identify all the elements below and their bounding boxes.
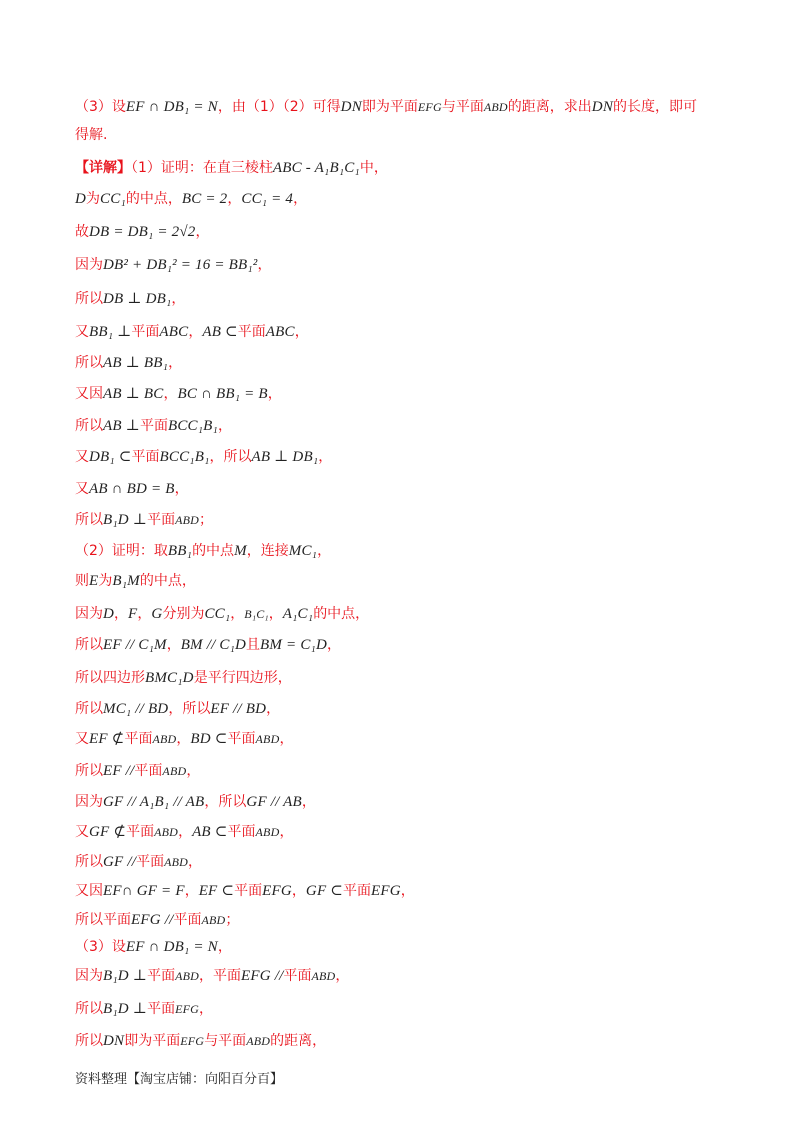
solution-text: 又因	[75, 386, 103, 402]
solution-text: ，	[195, 224, 210, 240]
solution-text: ，	[186, 763, 201, 779]
math-expression: EF∩ GF = F	[103, 883, 185, 899]
solution-line	[75, 509, 760, 531]
solution-text: 平面	[283, 968, 312, 984]
solution-line	[75, 446, 760, 468]
solution-text: ，	[199, 1001, 214, 1017]
math-expression: EF ∩ DB₁ = N	[125, 99, 218, 115]
solution-text: ，	[114, 606, 129, 622]
solution-text: 且	[246, 637, 261, 653]
math-expression: BCC₁B₁	[167, 418, 218, 434]
solution-text: 为	[86, 191, 101, 207]
math-expression: BCC₁B₁	[159, 449, 210, 465]
math-expression: B₁C₁	[244, 607, 269, 621]
math-expression: AB ⊥ DB₁	[251, 449, 319, 465]
math-expression: BC ∩ BB₁ = B	[177, 386, 268, 402]
math-expression: MC₁ // BD	[103, 701, 169, 717]
solution-text: 分别为	[162, 606, 205, 622]
math-expression: ABD	[311, 969, 336, 983]
solution-text: 平面	[124, 731, 153, 747]
math-expression: B₁D ⊥	[103, 512, 148, 528]
solution-text: 因为	[75, 257, 103, 273]
math-expression: EFG	[417, 100, 442, 114]
math-expression: EF ∩ DB₁ = N	[125, 939, 218, 955]
math-expression: ABD	[164, 855, 189, 869]
solution-text: 所以	[75, 854, 103, 870]
solution-text: ，所以	[168, 701, 211, 717]
solution-text: 得解.	[75, 127, 108, 143]
solution-text: ，	[137, 606, 152, 622]
math-expression: DN	[103, 1033, 125, 1049]
solution-line	[75, 851, 760, 873]
math-expression: ABD	[255, 732, 280, 746]
solution-text: 的长度，即可	[613, 99, 698, 115]
solution-text: （2）证明：取	[75, 543, 168, 559]
solution-text: 即为平面	[124, 1033, 181, 1049]
math-expression: BM // C₁D	[180, 637, 247, 653]
math-expression: EFG	[175, 1002, 200, 1016]
solution-text: ，	[257, 257, 272, 273]
solution-text: 平面	[134, 763, 163, 779]
solution-text: ，连接	[246, 543, 289, 559]
solution-text: 的中点，	[125, 191, 182, 207]
solution-text: 的中点	[192, 543, 235, 559]
solution-text: 的距离，	[270, 1033, 327, 1049]
solution-line	[75, 936, 760, 958]
solution-text: （3）设	[75, 939, 126, 955]
math-expression: M	[234, 543, 247, 559]
math-expression: GF // A₁B₁ // AB	[103, 794, 205, 810]
solution-line	[75, 1030, 760, 1052]
solution-text: 平面	[237, 324, 266, 340]
math-expression: AB ∩ BD = B	[89, 481, 175, 497]
solution-text: 又	[75, 324, 89, 340]
math-expression: BMC₁D	[145, 670, 194, 686]
solution-text: ，	[176, 731, 191, 747]
solution-text: 所以	[75, 1033, 103, 1049]
solution-text: 与平面	[441, 99, 484, 115]
math-expression: EFG	[371, 883, 401, 899]
solution-text: ，	[168, 355, 183, 371]
math-expression: CC₁ = 4	[241, 191, 294, 207]
solution-text: 平面	[227, 731, 256, 747]
solution-text: ，	[317, 543, 332, 559]
math-expression: ABC	[159, 324, 189, 340]
math-expression: ABD	[152, 732, 177, 746]
solution-line	[75, 760, 760, 782]
math-expression: EF // BD	[210, 701, 267, 717]
math-expression: ABD	[175, 969, 200, 983]
math-expression: ABD	[201, 913, 226, 927]
solution-text: 所以	[75, 637, 103, 653]
solution-text: 因为	[75, 794, 103, 810]
solution-text: 平面	[147, 512, 176, 528]
section-heading: 【详解】	[75, 160, 131, 176]
math-expression: B₁D ⊥	[103, 968, 148, 984]
solution-text: 所以	[75, 512, 103, 528]
solution-text: 的距离，求出	[507, 99, 592, 115]
solution-text: ，	[188, 324, 203, 340]
solution-text: 所以	[75, 291, 103, 307]
math-expression: ABC	[265, 324, 295, 340]
math-expression: EFG	[262, 883, 292, 899]
math-expression: BD ⊂	[190, 731, 228, 747]
solution-text: 平面	[131, 449, 160, 465]
solution-text: ，	[326, 637, 341, 653]
math-expression: ABD	[483, 100, 508, 114]
math-expression: ABD	[162, 764, 187, 778]
solution-text: ，	[293, 191, 308, 207]
math-expression: CC₁	[204, 606, 231, 622]
math-expression: EFG //	[241, 968, 284, 984]
solution-text: 平面	[234, 883, 263, 899]
math-expression: EF ⊂	[198, 883, 235, 899]
solution-text: 所以	[75, 418, 103, 434]
solution-text: 又	[75, 449, 89, 465]
math-expression: DN	[340, 99, 362, 115]
math-expression: DB ⊥ DB₁	[103, 291, 172, 307]
solution-line	[75, 791, 760, 813]
solution-text: 所以四边形	[75, 670, 145, 686]
solution-text: 又	[75, 481, 89, 497]
solution-text: ，	[400, 883, 415, 899]
solution-text: 的中点，	[139, 573, 196, 589]
solution-line	[75, 634, 760, 656]
math-expression: GF //	[103, 854, 137, 870]
solution-text: ，	[301, 794, 316, 810]
solution-text: ，	[171, 291, 186, 307]
solution-text: ，	[318, 449, 333, 465]
solution-text: 平面	[173, 912, 202, 928]
solution-text: 故	[75, 224, 89, 240]
math-expression: ABD	[255, 825, 280, 839]
math-expression: B₁M	[112, 573, 140, 589]
math-expression: B₁D ⊥	[103, 1001, 148, 1017]
solution-text: ，	[279, 824, 294, 840]
math-expression: DB² + DB₁² = 16 = BB₁²	[103, 257, 258, 273]
solution-text: ，	[266, 701, 281, 717]
solution-text: ，	[291, 883, 306, 899]
math-expression: EFG //	[131, 912, 174, 928]
solution-text: ，所以	[209, 449, 252, 465]
solution-text: 即为平面	[361, 99, 418, 115]
solution-text: 平面	[139, 418, 168, 434]
solution-text: 所以	[75, 763, 103, 779]
math-expression: ABD	[175, 513, 200, 527]
solution-text: （1）证明：在直三棱柱	[131, 160, 273, 176]
solution-text: 又	[75, 731, 89, 747]
page-footer: 资料整理【淘宝店铺：向阳百分百】	[75, 1072, 284, 1087]
math-expression: D	[103, 606, 115, 622]
solution-text: ，	[227, 191, 242, 207]
solution-text: ，	[217, 418, 232, 434]
solution-line	[75, 603, 760, 625]
solution-text: ，	[217, 939, 232, 955]
solution-line	[75, 728, 760, 750]
solution-line	[75, 570, 760, 592]
solution-line	[75, 221, 760, 243]
math-expression: GF // AB	[246, 794, 302, 810]
math-expression: MC₁	[288, 543, 318, 559]
solution-text: 中，	[359, 160, 388, 176]
math-expression: BB₁ ⊥	[89, 324, 132, 340]
solution-text: ；	[225, 912, 240, 928]
solution-line	[75, 188, 760, 210]
solution-text: 是平行四边形，	[193, 670, 292, 686]
solution-text: ，	[335, 968, 350, 984]
math-expression: ABD	[246, 1034, 271, 1048]
solution-text: ，平面	[199, 968, 242, 984]
solution-line	[75, 880, 760, 902]
solution-text: 平面	[126, 824, 155, 840]
solution-text: ，	[230, 606, 245, 622]
math-expression: AB ⊥ BB₁	[103, 355, 169, 371]
math-expression: GF ⊂	[305, 883, 344, 899]
math-expression: AB ⊂	[192, 824, 228, 840]
solution-text: ，	[184, 883, 199, 899]
solution-text: ，	[163, 386, 178, 402]
math-expression: G	[151, 606, 163, 622]
math-expression: EF // C₁M	[103, 637, 167, 653]
solution-text: （3）设	[75, 99, 126, 115]
solution-text: 平面	[227, 824, 256, 840]
solution-text: ，	[268, 606, 283, 622]
math-expression: DB = DB₁ = 2√2	[89, 224, 196, 240]
solution-text: 又	[75, 824, 89, 840]
solution-text: ，	[294, 324, 309, 340]
solution-text: 平面	[131, 324, 160, 340]
solution-text: 则	[75, 573, 89, 589]
math-expression: DB₁ ⊂	[89, 449, 132, 465]
solution-text: 因为	[75, 606, 103, 622]
math-expression: A₁C₁	[282, 606, 314, 622]
solution-line	[75, 383, 760, 405]
solution-text: 所以	[75, 1001, 103, 1017]
math-expression: F	[128, 606, 138, 622]
solution-line	[75, 478, 760, 500]
solution-text: 为	[98, 573, 113, 589]
solution-text: ，	[166, 637, 181, 653]
solution-line	[75, 998, 760, 1020]
solution-line	[75, 96, 760, 118]
math-expression: AB ⊂	[202, 324, 238, 340]
solution-text: ，	[188, 854, 203, 870]
solution-line	[75, 288, 760, 310]
math-expression: ABD	[154, 825, 179, 839]
solution-line	[75, 415, 760, 437]
math-expression: BC = 2	[181, 191, 228, 207]
solution-line	[75, 909, 760, 931]
solution-line	[75, 965, 760, 987]
math-expression: D	[75, 191, 87, 207]
math-expression: CC₁	[100, 191, 126, 207]
math-expression: AB ⊥	[103, 418, 140, 434]
solution-line	[75, 124, 760, 146]
solution-text: 平面	[147, 1001, 176, 1017]
solution-text: 平面	[343, 883, 372, 899]
solution-text: 所以	[75, 701, 103, 717]
math-expression: EF ⊄	[89, 731, 125, 747]
solution-text: 平面	[147, 968, 176, 984]
solution-text: 的中点，	[313, 606, 370, 622]
solution-line	[75, 698, 760, 720]
solution-line	[75, 667, 760, 689]
math-expression: BB₁	[167, 543, 193, 559]
solution-line	[75, 540, 760, 562]
math-expression: EF //	[103, 763, 135, 779]
solution-text: ，	[174, 481, 189, 497]
solution-line	[75, 821, 760, 843]
solution-text: 因为	[75, 968, 103, 984]
solution-text: 又因	[75, 883, 103, 899]
solution-text: ，由（1）（2）可得	[217, 99, 341, 115]
solution-line	[75, 157, 760, 179]
solution-text: 所以平面	[75, 912, 131, 928]
solution-line	[75, 254, 760, 276]
math-expression: DN	[591, 99, 614, 115]
solution-text: ，	[178, 824, 193, 840]
math-expression: BM = C₁D	[260, 637, 327, 653]
math-expression: EFG	[180, 1034, 205, 1048]
math-expression: GF ⊄	[89, 824, 127, 840]
math-expression: ABC - A₁B₁C₁	[272, 160, 360, 176]
math-expression: E	[89, 573, 99, 589]
solution-line	[75, 321, 760, 343]
solution-text: ；	[199, 512, 214, 528]
solution-text: ，	[279, 731, 294, 747]
solution-text: ，所以	[204, 794, 247, 810]
solution-text: 平面	[136, 854, 165, 870]
solution-text: 所以	[75, 355, 103, 371]
solution-text: ，	[267, 386, 282, 402]
solution-text: 与平面	[204, 1033, 247, 1049]
math-expression: AB ⊥ BC	[103, 386, 164, 402]
solution-line	[75, 352, 760, 374]
